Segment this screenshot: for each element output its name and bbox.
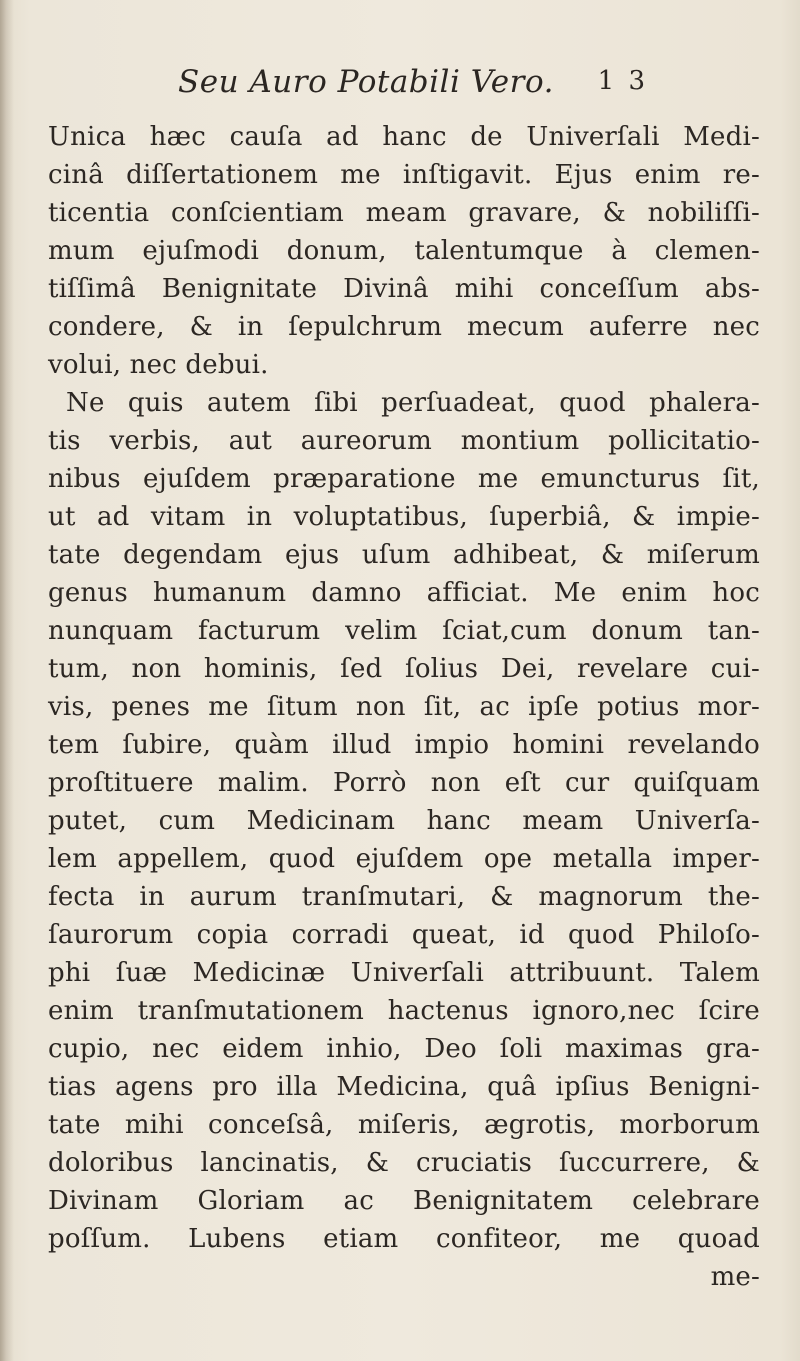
text-line: tate degendam ejus uſum adhibeat, & miſerum: [48, 540, 760, 570]
text-line: cinâ diſſertationem me inſtigavit. Ejus enim re-: [48, 160, 760, 190]
text-line: poſſum. Lubens etiam confiteor, me quoad: [48, 1224, 760, 1254]
text-line: enim tranſmutationem hactenus ignoro,nec ſcire: [48, 996, 760, 1026]
text-line: Unica hæc cauſa ad hanc de Univerſali Medi-: [48, 122, 760, 152]
text-line: ut ad vitam in voluptatibus, ſuperbiâ, & impie-: [48, 502, 760, 532]
text-line: tem ſubire, quàm illud impio homini revelando: [48, 730, 760, 760]
text-line: Ne quis autem ſibi perſuadeat, quod phalera-: [66, 388, 760, 418]
catchword: me-: [710, 1262, 760, 1292]
text-line: tum, non hominis, ſed ſolius Dei, revelare cui-: [48, 654, 760, 684]
text-line: phi ſuæ Medicinæ Univerſali attribuunt. Talem: [48, 958, 760, 988]
text-line: nibus ejuſdem præparatione me emuncturus ſit,: [48, 464, 760, 494]
text-line: doloribus lancinatis, & cruciatis ſuccurrere, &: [48, 1148, 760, 1178]
text-line: ticentia conſcientiam meam gravare, & nobiliſſi-: [48, 198, 760, 228]
text-line: condere, & in ſepulchrum mecum auferre nec: [48, 312, 760, 342]
text-line: proſtituere malim. Porrò non eſt cur quiſquam: [48, 768, 760, 798]
text-line: genus humanum damno afficiat. Me enim hoc: [48, 578, 760, 608]
text-line: lem appellem, quod ejuſdem ope metalla imper-: [48, 844, 760, 874]
text-line: putet, cum Medicinam hanc meam Univerſa-: [48, 806, 760, 836]
text-line: volui, nec debui.: [48, 350, 269, 380]
text-line: tiſſimâ Benignitate Divinâ mihi conceſſum abs-: [48, 274, 760, 304]
running-title: Seu Auro Potabili Vero.: [178, 64, 554, 100]
text-line: ſaurorum copia corradi queat, id quod Philoſo-: [48, 920, 760, 950]
text-line: mum ejuſmodi donum, talentumque à clemen-: [48, 236, 760, 266]
text-line: tias agens pro illa Medicina, quâ ipſius Benigni-: [48, 1072, 760, 1102]
text-line: nunquam facturum velim ſciat,cum donum tan-: [48, 616, 760, 646]
page-number: 1 3: [597, 66, 648, 96]
page-header: [178, 64, 648, 104]
text-line: tis verbis, aut aureorum montium pollicitatio-: [48, 426, 760, 456]
gutter-shadow: [0, 0, 14, 1361]
body-text: [48, 118, 760, 1296]
text-line: vis, penes me ſitum non ſit, ac ipſe potius mor-: [48, 692, 760, 722]
text-line: fecta in aurum tranſmutari, & magnorum the-: [48, 882, 760, 912]
text-line: tate mihi conceſsâ, miſeris, ægrotis, morborum: [48, 1110, 760, 1140]
text-line: Divinam Gloriam ac Benignitatem celebrare: [48, 1186, 760, 1216]
text-line: cupio, nec eidem inhio, Deo ſoli maximas gra-: [48, 1034, 760, 1064]
